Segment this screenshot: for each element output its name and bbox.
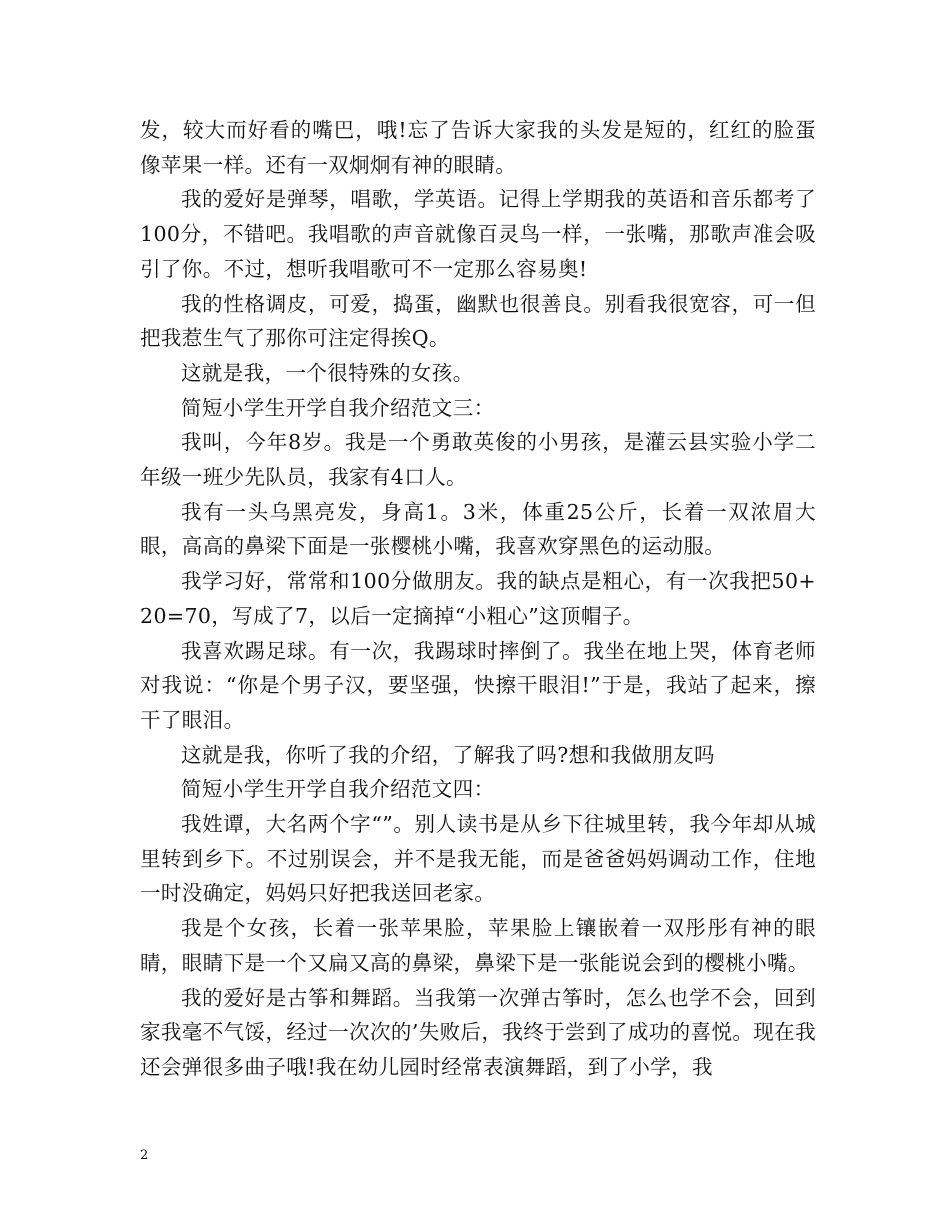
paragraph-14: 我的爱好是古筝和舞蹈。当我第一次弹古筝时，怎么也学不会，回到家我毫不气馁，经过一次次的’失败后，我终于尝到了成功的喜悦。现在我还会弹很多曲子哦!我在幼儿园时经常表演舞蹈，到了小学，我 [140,985,816,1079]
paragraph-3: 我的性格调皮，可爱，捣蛋，幽默也很善良。别看我很宽容，可一但把我惹生气了那你可注定得挨Q。 [140,291,816,351]
paragraph-4: 这就是我，一个很特殊的女孩。 [181,360,474,385]
paragraph-10: 这就是我，你听了我的介绍，了解我了吗?想和我做朋友吗 [181,742,715,767]
paragraph-7: 我有一头乌黑亮发，身高1。3米，体重25公斤，长着一双浓眉大眼，高高的鼻梁下面是一张樱桃小嘴，我喜欢穿黑色的运动服。 [140,499,816,559]
body-text [140,113,816,1085]
paragraph-9: 我喜欢踢足球。有一次，我踢球时摔倒了。我坐在地上哭，体育老师对我说：“你是个男子汉，要坚强，快擦干眼泪!”于是，我站了起来，擦干了眼泪。 [140,638,816,732]
paragraph-13: 我是个女孩，长着一张苹果脸，苹果脸上镶嵌着一双彤彤有神的眼睛，眼睛下是一个又扁又高的鼻梁，鼻梁下是一张能说会到的樱桃小嘴。 [140,916,816,975]
page-number: 2 [140,1148,149,1163]
paragraph-6: 我叫，今年8岁。我是一个勇敢英俊的小男孩，是灌云县实验小学二年级一班少先队员，我家有4口人。 [140,430,816,490]
paragraph-8: 我学习好，常常和100分做朋友。我的缺点是粗心，有一次我把50+20=70，写成了7，以后一定摘掉“小粗心”这顶帽子。 [140,569,816,628]
paragraph-1: 发，较大而好看的嘴巴，哦!忘了告诉大家我的头发是短的，红红的脸蛋像苹果一样。还有一双炯炯有神的眼睛。 [140,118,816,177]
paragraph-2: 我的爱好是弹琴，唱歌，学英语。记得上学期我的英语和音乐都考了100分，不错吧。我唱歌的声音就像百灵鸟一样，一张嘴，那歌声准会吸引了你。不过，想听我唱歌可不一定那么容易奥! [140,187,816,281]
paragraph-12: 我姓谭，大名两个字“”。别人读书是从乡下往城里转，我今年却从城里转到乡下。不过别误会，并不是我无能，而是爸爸妈妈调动工作，住地一时没确定，妈妈只好把我送回老家。 [140,812,816,906]
section-heading-3: 简短小学生开学自我介绍范文三： [181,395,495,420]
section-heading-4: 简短小学生开学自我介绍范文四： [181,777,495,802]
